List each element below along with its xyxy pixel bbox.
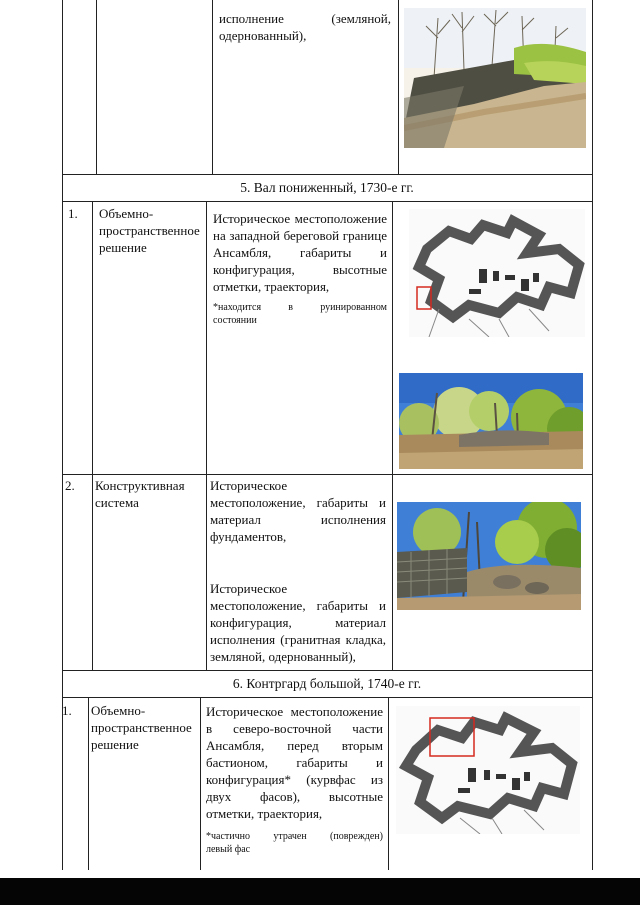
column-divider (96, 0, 97, 174)
row-number: 2. (65, 478, 75, 493)
masonry-photo (397, 502, 581, 610)
characteristic-name: Объемно- пространственное решение (91, 703, 192, 752)
characteristic-name: Конструктивная система (95, 478, 185, 510)
row-divider (62, 697, 593, 698)
section-title: 6. Контргард большой, 1740-е гг. (232, 676, 422, 691)
fortress-plan-map (409, 209, 585, 337)
column-divider (206, 201, 207, 670)
table-border-right (592, 0, 593, 870)
row-divider (62, 474, 593, 475)
row-divider (62, 201, 593, 202)
column-divider (398, 0, 399, 174)
characteristic-description: Историческое местоположение в северо-восточной части Ансамбля, перед вторым бастионом, габариты и конфигурация* (курвфас из двух фасов), высотные отметки, траектория, (206, 704, 383, 821)
scan-edge (0, 878, 640, 905)
column-divider (200, 697, 201, 870)
column-divider (388, 697, 389, 870)
column-divider (88, 697, 89, 870)
column-divider (212, 0, 213, 174)
rampart-photo (399, 373, 583, 469)
rampart-photo (404, 8, 586, 148)
characteristic-description: Историческое местоположение, габариты и конфигурация, материал исполнения (гранитная кладка, земляной, одернованный), (210, 581, 386, 664)
fortress-plan-map (396, 706, 580, 834)
section-title: 5. Вал пониженный, 1730-е гг. (240, 180, 414, 195)
column-divider (392, 201, 393, 670)
row-number: 1. (68, 206, 78, 221)
row-divider (62, 174, 593, 175)
characteristic-description: Историческое местоположение, габариты и материал исполнения фундаментов, (210, 478, 386, 544)
characteristic-name: Объемно- пространственное решение (99, 206, 200, 255)
condition-note: *находится в руинированном состоянии (213, 302, 387, 326)
characteristic-description: Историческое местоположение на западной береговой границе Ансамбля, габариты и конфигурация, высотные отметки, траектория, (213, 211, 387, 294)
material-description: исполнение (земляной, (219, 11, 391, 26)
table-border-left (62, 0, 63, 870)
column-divider (92, 201, 93, 670)
material-description: одернованный), (219, 28, 307, 43)
row-divider (62, 670, 593, 671)
row-number: 1. (62, 703, 72, 718)
condition-note: *частично утрачен (поврежден) левый фас (206, 831, 383, 855)
